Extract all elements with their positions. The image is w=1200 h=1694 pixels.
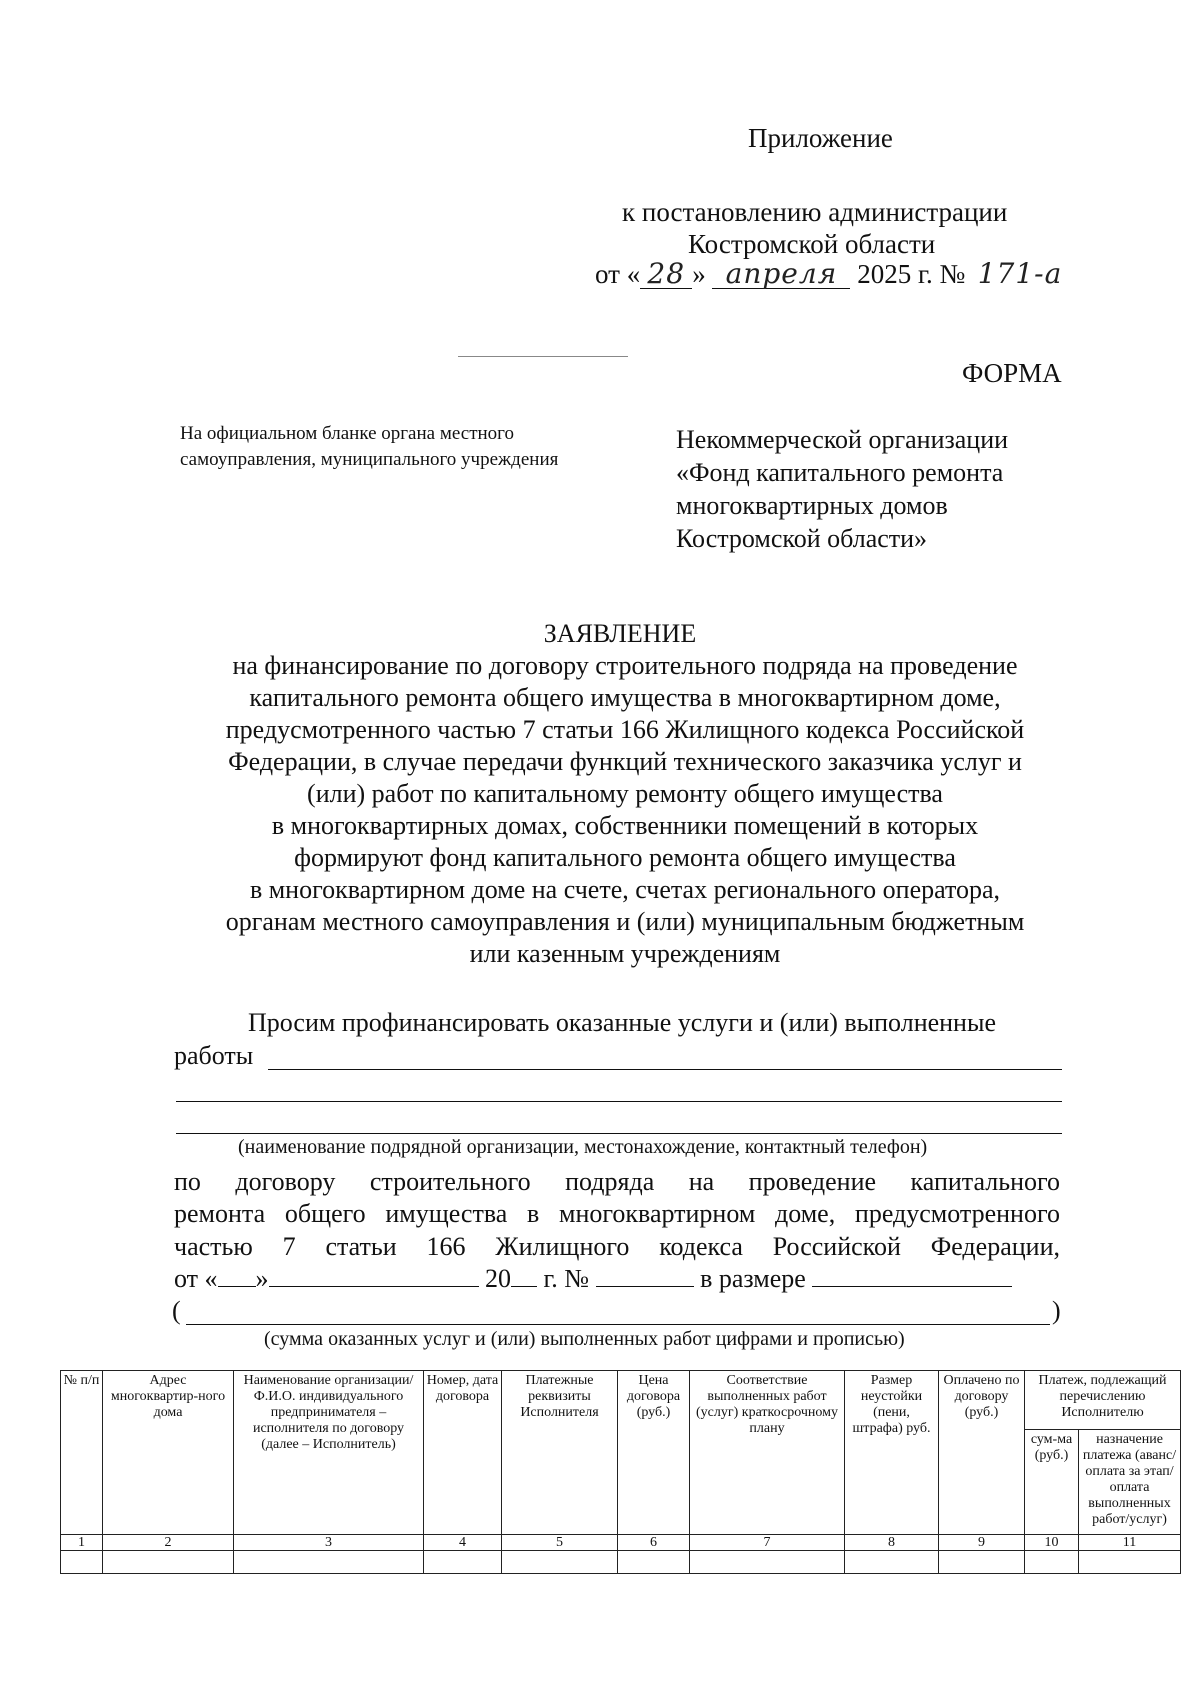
request-line1: Просим профинансировать оказанные услуги и (или) выполненные (248, 1008, 996, 1037)
statement-subtitle (150, 650, 1100, 970)
contract-number-field[interactable] (596, 1286, 694, 1287)
subtitle-line: Федерации, в случае передачи функций технического заказчика услуг и (228, 747, 1022, 776)
subtitle-line: на финансирование по договору строительного подряда на проведение (232, 651, 1018, 680)
subtitle-line: капитального ремонта общего имущества в многоквартирном доме, (249, 683, 1001, 712)
request-line2-prefix: работы (174, 1041, 254, 1070)
table-cell[interactable] (234, 1551, 424, 1574)
contractor-fill-line[interactable] (176, 1101, 1062, 1102)
table-cell[interactable] (939, 1551, 1025, 1574)
contract-year-prefix: 20 (485, 1264, 512, 1293)
subtitle-line: предусмотренного частью 7 статьи 166 Жилищного кодекса Российской (225, 715, 1025, 744)
resolution-date (595, 258, 1068, 290)
contract-day-field[interactable] (218, 1286, 256, 1287)
contract-line1: по договору строительного подряда на проведение капитального (174, 1167, 1060, 1196)
date-day-handwritten: 28 (640, 260, 692, 289)
separator-line (458, 356, 628, 357)
table-row (61, 1551, 1181, 1574)
table-header-cell: № п/п (61, 1371, 103, 1535)
table-subheader-cell: сум-ма (руб.) (1025, 1430, 1079, 1535)
contract-details-line (174, 1263, 1012, 1295)
region-line: Костромской области (688, 229, 936, 259)
table-header-cell: Размер неустойки (пени, штрафа) руб. (845, 1371, 939, 1535)
column-number: 10 (1025, 1535, 1079, 1551)
addressee-line4: Костромской области» (676, 524, 928, 553)
amount-paren-close: ) (1052, 1296, 1061, 1325)
resolution-line: к постановлению администрации (622, 197, 1008, 227)
table-header-cell: Адрес многоквартир-ного дома (103, 1371, 234, 1535)
subtitle-line: или казенным учреждениям (469, 939, 781, 968)
table-cell[interactable] (1079, 1551, 1181, 1574)
table-header-cell: Соответствие выполненных работ (услуг) краткосрочному плану (690, 1371, 845, 1535)
left-note-line1: На официальном бланке органа местного (180, 423, 514, 444)
table-cell[interactable] (1025, 1551, 1079, 1574)
subtitle-line: органам местного самоуправления и (или) муниципальным бюджетным (225, 907, 1025, 936)
amount-field[interactable] (812, 1286, 1012, 1287)
subtitle-line: (или) работ по капитальному ремонту общего имущества (307, 779, 943, 808)
column-number: 2 (103, 1535, 234, 1551)
table-cell[interactable] (845, 1551, 939, 1574)
addressee-line3: многоквартирных домов (676, 491, 948, 520)
contract-date-prefix: от « (174, 1264, 218, 1293)
form-label: ФОРМА (962, 358, 1062, 388)
statement-heading: ЗАЯВЛЕНИЕ (543, 619, 697, 648)
table-header-cell: Наименование организации/Ф.И.О. индивидуального предпринимателя – исполнителя по договору (далее – Исполнитель) (234, 1371, 424, 1535)
contractor-fill-line[interactable] (268, 1069, 1062, 1070)
contract-number-label: г. № (543, 1264, 590, 1293)
table-cell[interactable] (103, 1551, 234, 1574)
contract-line2: ремонта общего имущества в многоквартирном доме, предусмотренного (174, 1199, 1060, 1228)
column-number: 4 (424, 1535, 502, 1551)
table-cell[interactable] (61, 1551, 103, 1574)
contract-line3: частью 7 статьи 166 Жилищного кодекса Российской Федерации, (174, 1232, 1060, 1261)
column-number: 7 (690, 1535, 845, 1551)
table-cell[interactable] (618, 1551, 690, 1574)
subtitle-line: в многоквартирном доме на счете, счетах регионального оператора, (249, 875, 1001, 904)
column-number: 1 (61, 1535, 103, 1551)
table-cell[interactable] (424, 1551, 502, 1574)
contractor-hint: (наименование подрядной организации, местонахождение, контактный телефон) (238, 1136, 928, 1158)
table-cell[interactable] (502, 1551, 618, 1574)
addressee-line1: Некоммерческой организации (676, 425, 1009, 454)
amount-label: в размере (700, 1264, 806, 1293)
date-year: 2025 г. № (857, 259, 966, 289)
table-header-cell: Оплачено по договору (руб.) (939, 1371, 1025, 1535)
date-mid: » (692, 259, 706, 289)
contract-year-field[interactable] (511, 1286, 537, 1287)
contract-date-mid: » (255, 1264, 269, 1293)
annex-title: Приложение (748, 123, 893, 153)
date-prefix: от « (595, 259, 641, 289)
column-number: 6 (618, 1535, 690, 1551)
payment-table (60, 1370, 1181, 1574)
table-header-cell: Номер, дата договора (424, 1371, 502, 1535)
date-month-handwritten: апреля (712, 260, 850, 289)
contract-month-field[interactable] (269, 1286, 479, 1287)
subtitle-line: формируют фонд капитального ремонта общего имущества (294, 843, 956, 872)
column-number: 9 (939, 1535, 1025, 1551)
addressee-line2: «Фонд капитального ремонта (676, 458, 1004, 487)
amount-paren-open: ( (172, 1296, 181, 1325)
amount-hint: (сумма оказанных услуг и (или) выполненных работ цифрами и прописью) (264, 1328, 905, 1350)
amount-words-field[interactable] (186, 1324, 1050, 1325)
table-header-cell: Платежные реквизиты Исполнителя (502, 1371, 618, 1535)
left-note-line2: самоуправления, муниципального учреждения (180, 449, 559, 470)
table-subheader-cell: назначение платежа (аванс/оплата за этап/оплата выполненных работ/услуг) (1079, 1430, 1181, 1535)
column-number: 5 (502, 1535, 618, 1551)
column-number: 8 (845, 1535, 939, 1551)
resolution-number-handwritten: 171-а (977, 257, 1063, 290)
table-cell[interactable] (690, 1551, 845, 1574)
table-header-cell: Платеж, подлежащий перечислению Исполнителю (1025, 1371, 1181, 1430)
column-number: 3 (234, 1535, 424, 1551)
column-number: 11 (1079, 1535, 1181, 1551)
subtitle-line: в многоквартирных домах, собственники помещений в которых (271, 811, 979, 840)
table-header-cell: Цена договора (руб.) (618, 1371, 690, 1535)
